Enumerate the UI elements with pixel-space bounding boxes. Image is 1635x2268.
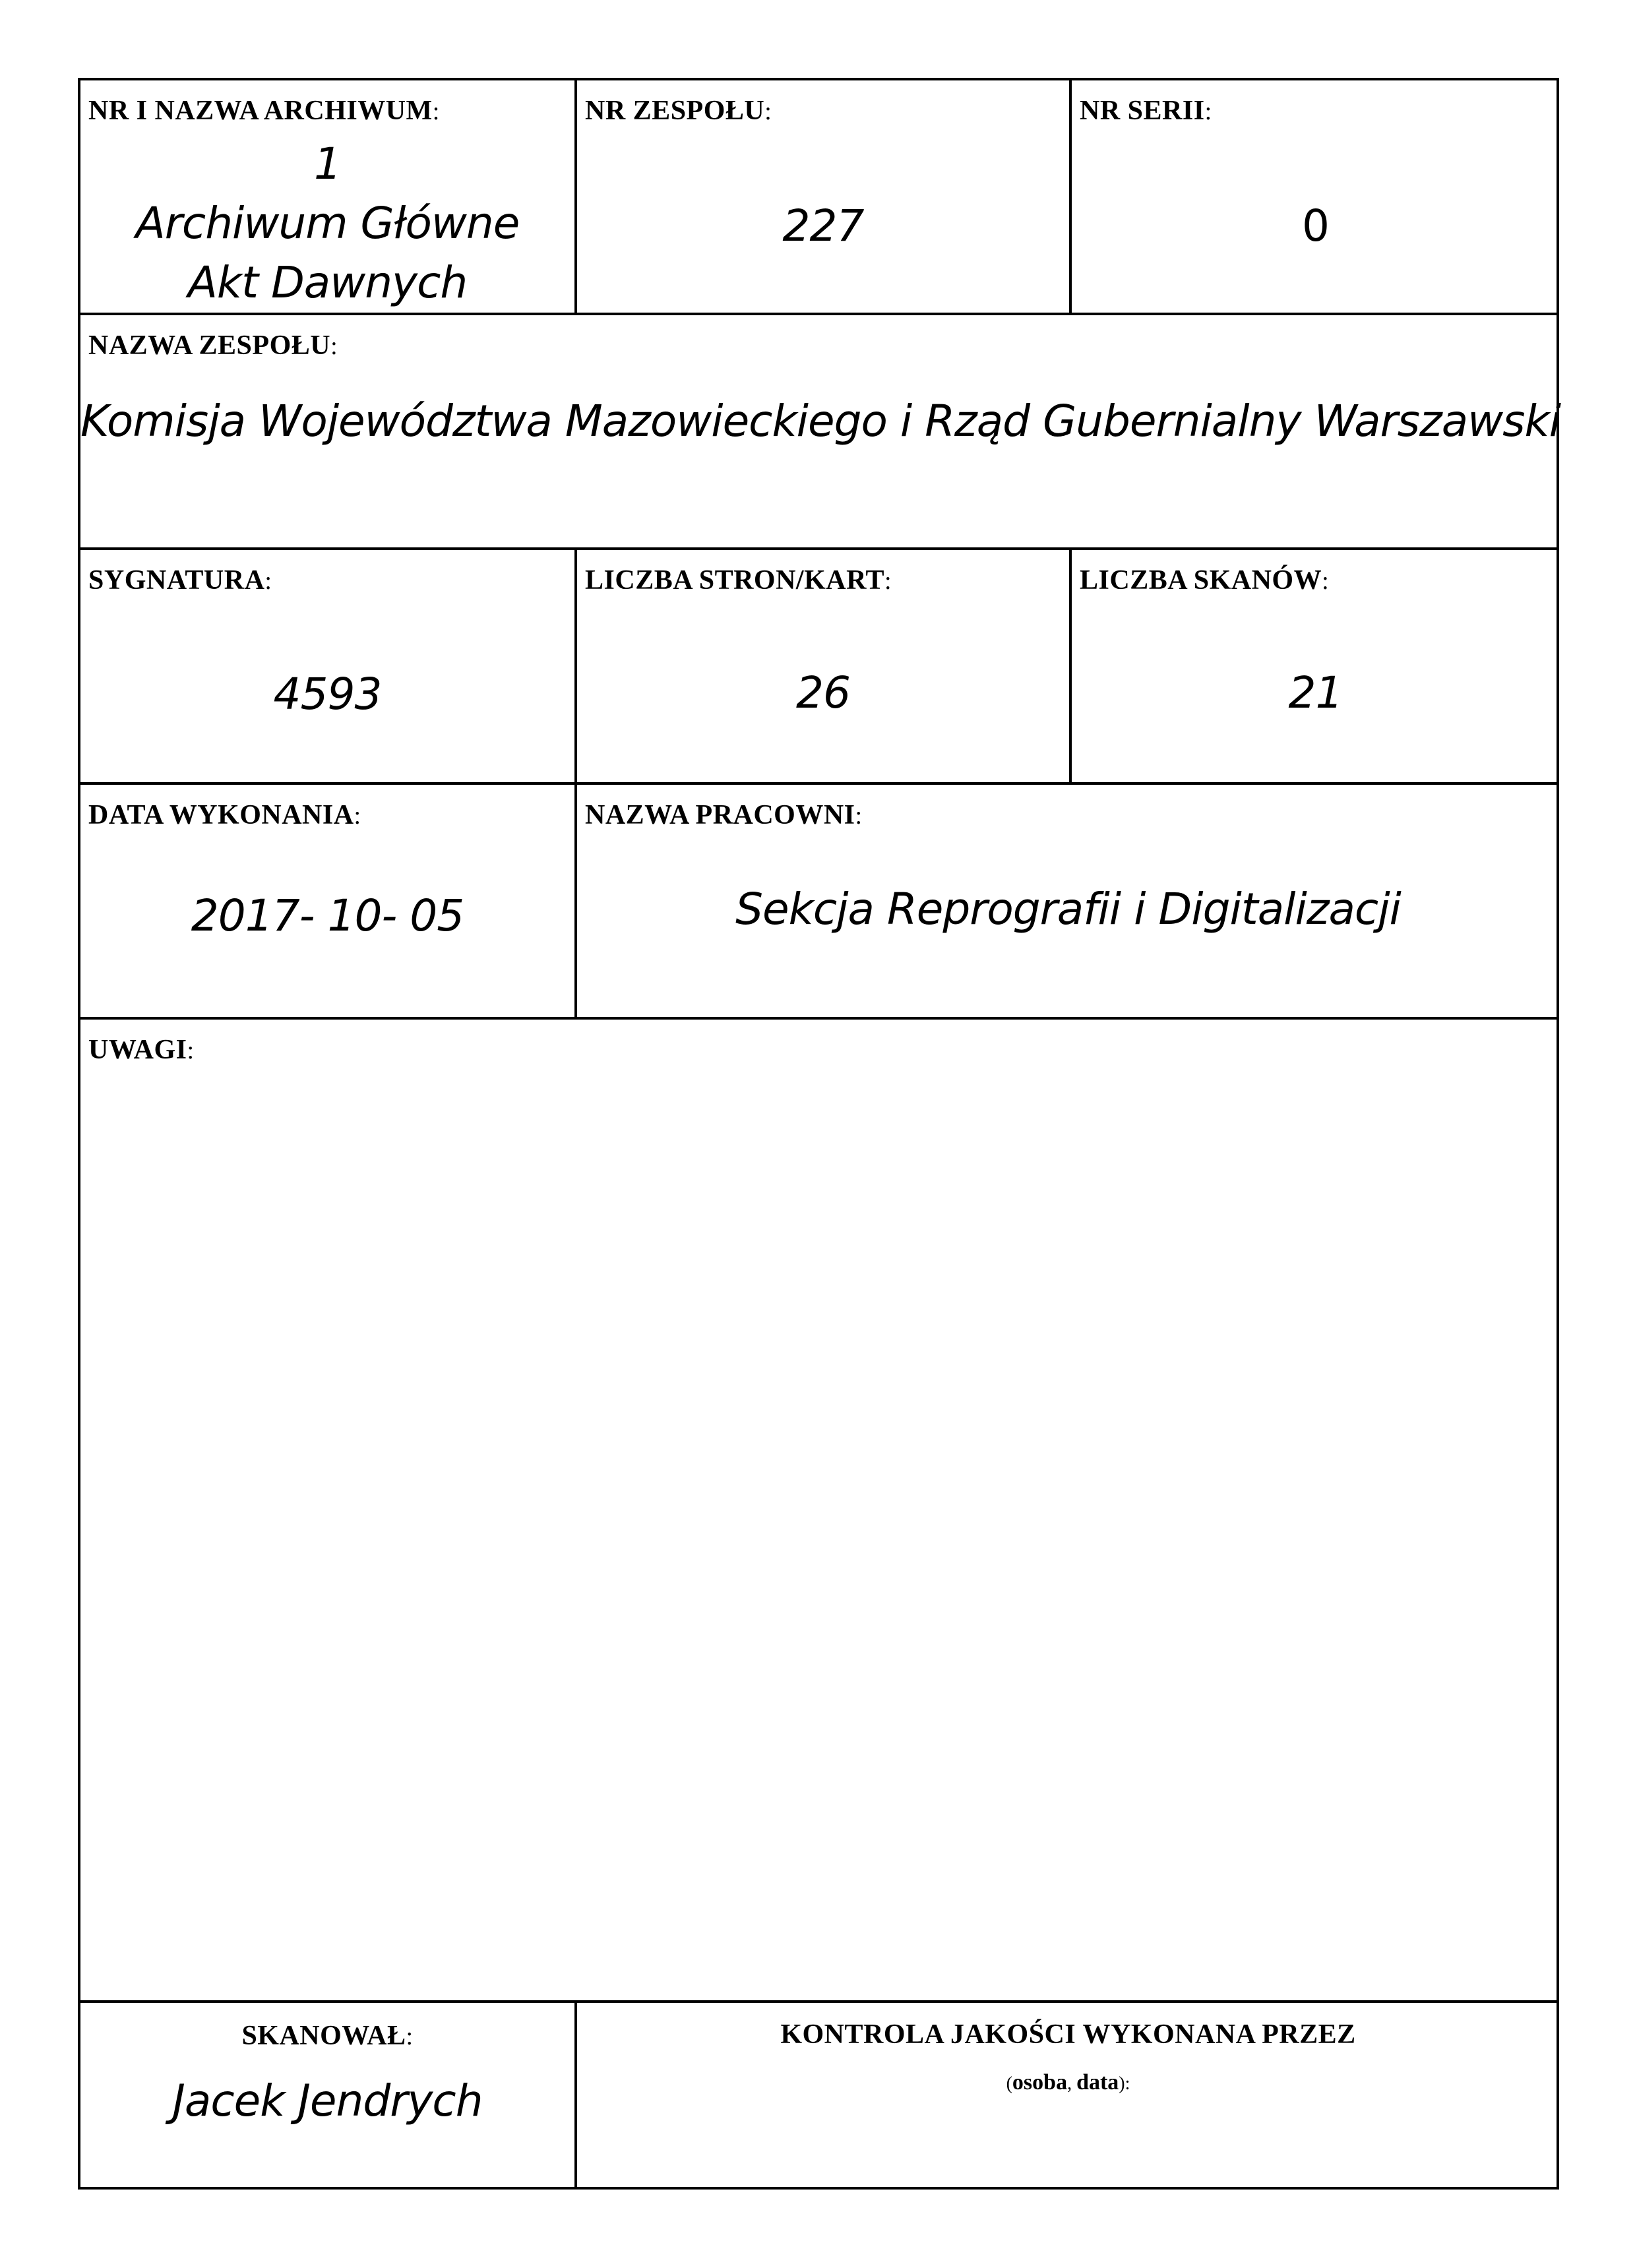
row-archive [80,80,1557,315]
fonds-number-label: NR ZESPOŁU: [585,96,772,126]
row-date-workshop [80,785,1557,1020]
signature-value: 4593 [273,669,382,720]
pages-count-label: LICZBA STRON/KART: [585,565,892,596]
signature-label: SYGNATURA: [88,565,272,596]
cell-series-number [1069,80,1559,313]
cell-remarks [80,1020,1557,2000]
workshop-label: NAZWA PRACOWNI: [585,800,863,830]
quality-control-subtitle: (osoba, data): [1006,2070,1130,2095]
archive-number: 1 [314,138,341,189]
fonds-number-value: 227 [782,200,864,251]
archive-name-line2: Akt Dawnych [187,257,468,308]
workshop-value: Sekcja Reprografii i Digitalizacji [735,884,1401,935]
remarks-label: UWAGI: [88,1035,195,1065]
row-remarks [80,1020,1557,2003]
cell-fonds-name [80,315,1561,547]
metric-form [78,78,1559,2190]
archive-name-line1: Archiwum Główne [135,198,520,249]
row-counts [80,550,1557,785]
fonds-name-label: NAZWA ZESPOŁU: [88,330,338,361]
cell-archive [80,80,574,313]
execution-date-label: DATA WYKONANIA: [88,800,361,830]
row-fonds-name [80,315,1561,550]
pages-count-value: 26 [796,667,850,718]
execution-date-value: 2017- 10- 05 [191,890,464,941]
cell-execution-date [80,785,574,1017]
cell-pages-count [574,550,1069,782]
cell-workshop [574,785,1559,1017]
scans-count-label: LICZBA SKANÓW: [1080,565,1330,596]
cell-quality-control [574,2003,1559,2187]
fonds-name-value: Komisja Województwa Mazowieckiego i Rząd Gubernialny Warszawski [80,396,1561,446]
cell-scanned-by [80,2003,574,2187]
scans-count-value: 21 [1288,667,1343,718]
cell-signature [80,550,574,782]
scanned-by-label: SKANOWAŁ: [241,2021,414,2051]
scanned-by-value: Jacek Jendrych [172,2075,483,2126]
cell-fonds-number [574,80,1069,313]
series-number-label: NR SERII: [1080,96,1212,126]
cell-scans-count [1069,550,1559,782]
series-number-value: 0 [1302,200,1329,251]
quality-control-label: KONTROLA JAKOŚCI WYKONANA PRZEZ [780,2019,1356,2050]
archive-label: NR I NAZWA ARCHIWUM: [88,96,440,126]
row-signoff [80,2003,1557,2187]
